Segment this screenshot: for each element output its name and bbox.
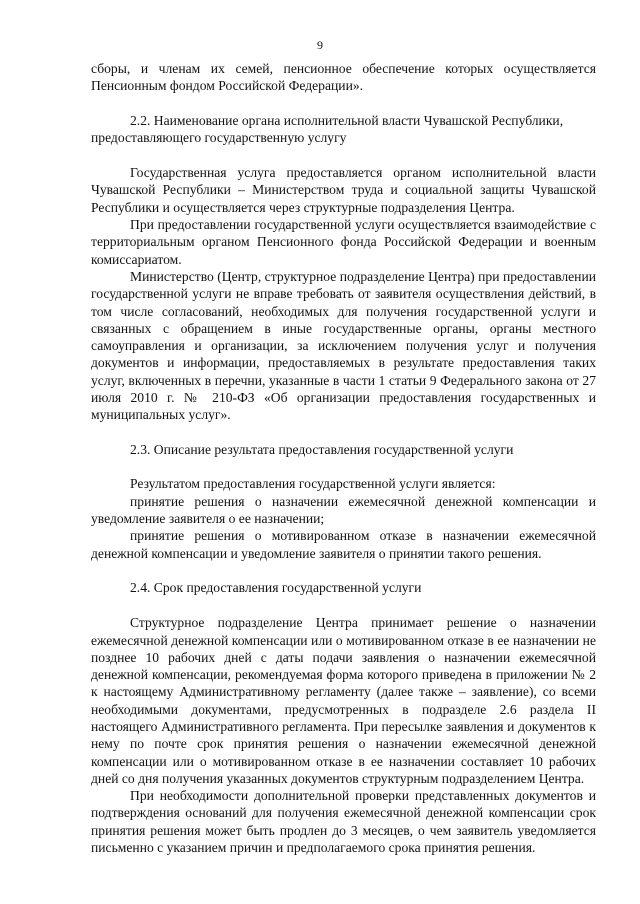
paragraph: При предоставлении государственной услуги осуществляется взаимодействие с территориальным органом Пенсионного фонда Российской Федерации и военным комиссариатом. — [91, 217, 596, 267]
list-item: принятие решения о мотивированном отказе в назначении ежемесячной денежной компенсации и уведомление заявителя о принятии такого решения. — [91, 528, 596, 561]
section-heading-2-3: 2.3. Описание результата предоставления государственной услуги — [130, 442, 514, 458]
paragraph: Министерство (Центр, структурное подразделение Центра) при предоставлении государственной услуги не вправе требовать от заявителя осуществления действий, в том числе согласований, необходимых для получения государственной услуги и связанных с обращением в иные государственные органы, органы местного самоуправления и организации, за исключением получения услуг и получения документов и информации, предоставляемых в результате предоставления таких услуг, включенных в перечни, указанные в части 1 статьи 9 Федерального закона от 27 июля 2010 г. № 210-ФЗ «Об организации предоставления государственных и муниципальных услуг». — [91, 268, 596, 423]
list-item: принятие решения о назначении ежемесячной денежной компенсации и уведомление заявителя о ее назначении; — [91, 493, 596, 527]
paragraph: Структурное подразделение Центра принимает решение о назначении ежемесячной денежной компенсации или о мотивированном отказе в ее назначении не позднее 10 рабочих дней с даты подачи заявления о назначении ежемесячной денежной компенсации, рекомендуемая форма которого приведена в приложении № 2 к настоящему Административному регламенту (далее также – заявление), со всеми необходимыми документами, предусмотренных в подразделе 2.6 раздела II настоящего Административного регламента. При пересылке заявления и документов к нему по почте срок принятия решения о назначении ежемесячной денежной компенсации или о мотивированном отказе в ее назначении составляет 10 рабочих дней со дня получения указанных документов структурным подразделением Центра. — [91, 615, 596, 786]
document-body — [91, 60, 596, 856]
paragraph: Государственная услуга предоставляется органом исполнительной власти Чувашской Республики – Министерством труда и социальной защиты Чувашской Республики и осуществляется через структурные подразделения Центра. — [91, 165, 596, 215]
section-heading-2-2: 2.2. Наименование органа исполнительной власти Чувашской Республики, предоставляющего государственную услугу — [91, 113, 564, 146]
page-number: 9 — [317, 38, 323, 52]
paragraph: Результатом предоставления государственной услуги является: — [130, 476, 496, 492]
paragraph-continuation: сборы, и членам их семей, пенсионное обеспечение которых осуществляется Пенсионным фондом Российской Федерации». — [91, 61, 596, 94]
paragraph: При необходимости дополнительной проверки представленных документов и подтверждения оснований для получения ежемесячной денежной компенсации срок принятия решения может быть продлен до 3 месяцев, о чем заявитель уведомляется письменно с указанием причин и предполагаемого срока принятия решения. — [91, 788, 596, 856]
section-heading-2-4: 2.4. Срок предоставления государственной услуги — [130, 580, 422, 596]
